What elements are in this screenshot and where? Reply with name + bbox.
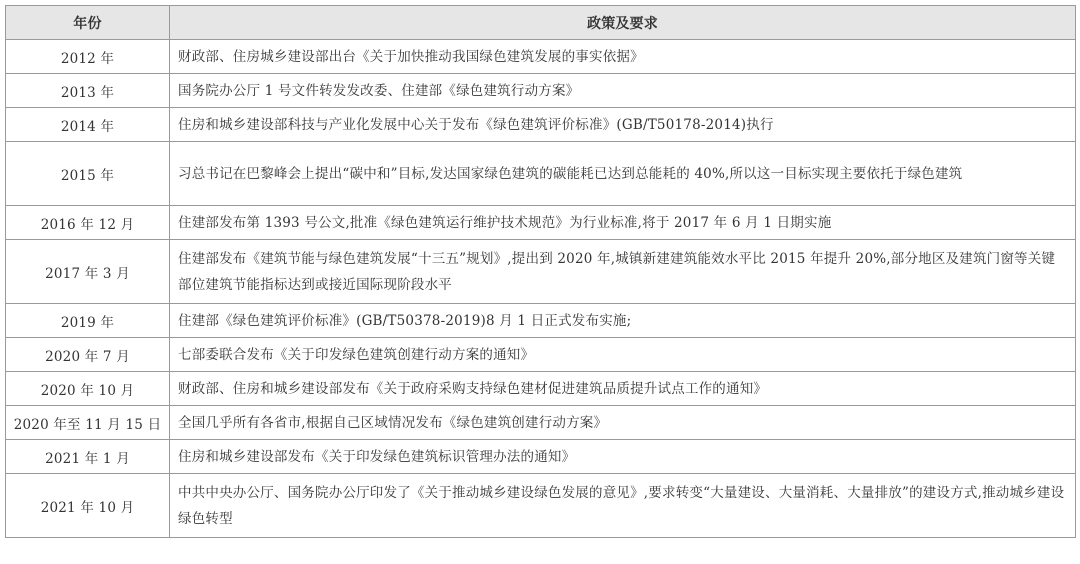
table-row: [6, 440, 1076, 474]
table-row: [6, 406, 1076, 440]
year-cell: 2019 年: [6, 304, 170, 338]
table-row: [6, 74, 1076, 108]
table-row: [6, 474, 1076, 538]
policy-table: [5, 5, 1076, 538]
table-row: [6, 372, 1076, 406]
table-row: [6, 240, 1076, 304]
header-year: 年份: [6, 6, 170, 40]
policy-cell: 习总书记在巴黎峰会上提出“碳中和”目标,发达国家绿色建筑的碳能耗已达到总能耗的 40%,所以这一目标实现主要依托于绿色建筑: [170, 142, 1076, 206]
year-cell: 2014 年: [6, 108, 170, 142]
policy-cell: 七部委联合发布《关于印发绿色建筑创建行动方案的通知》: [170, 338, 1076, 372]
policy-cell: 中共中央办公厅、国务院办公厅印发了《关于推动城乡建设绿色发展的意见》,要求转变“大量建设、大量消耗、大量排放”的建设方式,推动城乡建设绿色转型: [170, 474, 1076, 538]
year-cell: 2020 年 7 月: [6, 338, 170, 372]
year-cell: 2012 年: [6, 40, 170, 74]
policy-cell: 财政部、住房城乡建设部出台《关于加快推动我国绿色建筑发展的事实依据》: [170, 40, 1076, 74]
table-row: [6, 206, 1076, 240]
table-row: [6, 108, 1076, 142]
year-cell: 2013 年: [6, 74, 170, 108]
policy-cell: 国务院办公厅 1 号文件转发发改委、住建部《绿色建筑行动方案》: [170, 74, 1076, 108]
policy-cell: 财政部、住房和城乡建设部发布《关于政府采购支持绿色建材促进建筑品质提升试点工作的通知》: [170, 372, 1076, 406]
table-header-row: [6, 6, 1076, 40]
policy-cell: 住建部发布《建筑节能与绿色建筑发展“十三五”规划》,提出到 2020 年,城镇新建建筑能效水平比 2015 年提升 20%,部分地区及建筑门窗等关键部位建筑节能指标达到或接近国际现阶段水平: [170, 240, 1076, 304]
table-row: [6, 142, 1076, 206]
year-cell: 2015 年: [6, 142, 170, 206]
policy-cell: 住建部发布第 1393 号公文,批准《绿色建筑运行维护技术规范》为行业标准,将于 2017 年 6 月 1 日期实施: [170, 206, 1076, 240]
year-cell: 2021 年 1 月: [6, 440, 170, 474]
policy-cell: 全国几乎所有各省市,根据自己区域情况发布《绿色建筑创建行动方案》: [170, 406, 1076, 440]
policy-cell: 住房和城乡建设部科技与产业化发展中心关于发布《绿色建筑评价标准》(GB/T50178-2014)执行: [170, 108, 1076, 142]
year-cell: 2020 年至 11 月 15 日: [6, 406, 170, 440]
year-cell: 2016 年 12 月: [6, 206, 170, 240]
table-row: [6, 338, 1076, 372]
table-row: [6, 304, 1076, 338]
year-cell: 2020 年 10 月: [6, 372, 170, 406]
policy-cell: 住建部《绿色建筑评价标准》(GB/T50378-2019)8 月 1 日正式发布实施;: [170, 304, 1076, 338]
year-cell: 2017 年 3 月: [6, 240, 170, 304]
year-cell: 2021 年 10 月: [6, 474, 170, 538]
policy-cell: 住房和城乡建设部发布《关于印发绿色建筑标识管理办法的通知》: [170, 440, 1076, 474]
table-row: [6, 40, 1076, 74]
header-policy: 政策及要求: [170, 6, 1076, 40]
